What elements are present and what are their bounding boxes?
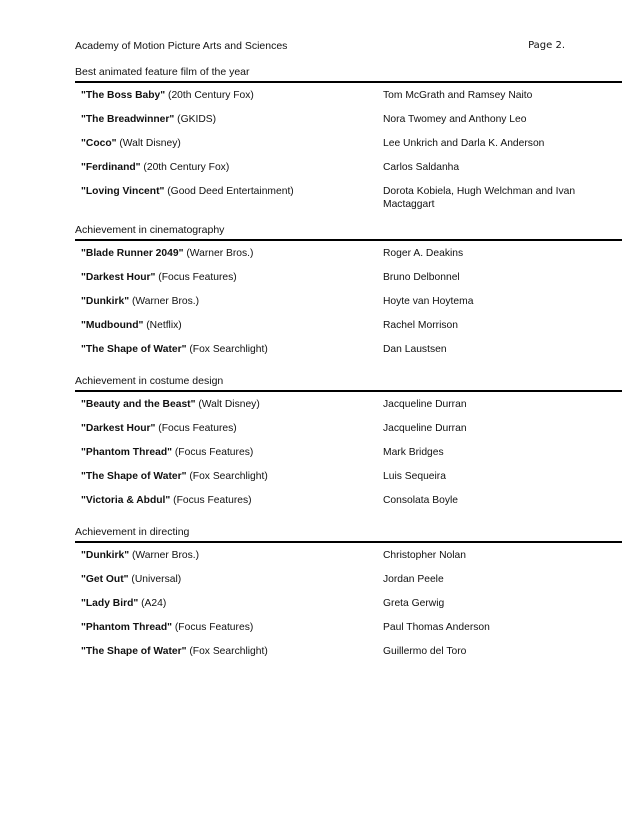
- page-header: [75, 40, 565, 54]
- category-divider: [75, 541, 622, 543]
- category-title: Best animated feature film of the year: [75, 66, 250, 78]
- nominee: Paul Thomas Anderson: [383, 622, 490, 633]
- category-section: [75, 65, 622, 210]
- film-title: "Dunkirk": [81, 550, 130, 561]
- film-title: "Lady Bird": [81, 598, 139, 609]
- nominee: Bruno Delbonnel: [383, 272, 460, 283]
- studio: (Walt Disney): [116, 138, 181, 149]
- studio: (GKIDS): [174, 114, 217, 125]
- nominee: Mark Bridges: [383, 447, 444, 458]
- film-title: "Ferdinand": [81, 162, 141, 173]
- studio: (Warner Bros.): [183, 248, 254, 259]
- studio: (Fox Searchlight): [186, 646, 268, 657]
- nominee: Roger A. Deakins: [383, 248, 464, 259]
- film-title: "The Shape of Water": [81, 344, 187, 355]
- category-divider: [75, 390, 622, 392]
- studio: (Universal): [128, 574, 182, 585]
- category-title: Achievement in costume design: [75, 375, 224, 387]
- studio: (20th Century Fox): [165, 90, 254, 101]
- film-title: "Coco": [81, 138, 117, 149]
- studio: (Focus Features): [170, 495, 252, 506]
- studio: (20th Century Fox): [140, 162, 230, 173]
- studio: (Netflix): [143, 320, 182, 331]
- film-title: "Mudbound": [81, 320, 144, 331]
- studio: (Fox Searchlight): [186, 344, 268, 355]
- film-title: "The Shape of Water": [81, 471, 187, 482]
- nominee: Jacqueline Durran: [383, 399, 467, 410]
- nominee: Carlos Saldanha: [383, 162, 460, 173]
- nominee: Dorota Kobiela, Hugh Welchman and Ivan Mactaggart: [383, 186, 576, 210]
- studio: (Warner Bros.): [129, 550, 200, 561]
- studio: (Focus Features): [172, 622, 254, 633]
- nominee: Jacqueline Durran: [383, 423, 467, 434]
- category-section: [75, 525, 622, 657]
- studio: (Good Deed Entertainment): [164, 186, 294, 197]
- nominee: Lee Unkrich and Darla K. Anderson: [383, 138, 545, 149]
- film-title: "Beauty and the Beast": [81, 399, 196, 410]
- film-title: "Blade Runner 2049": [81, 248, 184, 259]
- film-title: "Phantom Thread": [81, 622, 173, 633]
- film-title: "Dunkirk": [81, 296, 130, 307]
- studio: (Walt Disney): [195, 399, 260, 410]
- page-number: Page 2.: [528, 40, 565, 51]
- category-divider: [75, 81, 622, 83]
- category-section: [75, 374, 622, 506]
- film-title: "Phantom Thread": [81, 447, 173, 458]
- film-title: "Loving Vincent": [81, 186, 165, 197]
- category-section: [75, 223, 622, 355]
- category-title: Achievement in directing: [75, 526, 190, 538]
- studio: (Focus Features): [155, 423, 237, 434]
- studio: (Focus Features): [155, 272, 237, 283]
- organization-name: Academy of Motion Picture Arts and Sciences: [75, 40, 288, 52]
- film-title: "The Shape of Water": [81, 646, 187, 657]
- nominee: Dan Laustsen: [383, 344, 447, 355]
- film-title: "Darkest Hour": [81, 423, 156, 434]
- nominee: Nora Twomey and Anthony Leo: [383, 114, 527, 125]
- nominee: Hoyte van Hoytema: [383, 296, 474, 307]
- nominee: Greta Gerwig: [383, 598, 445, 609]
- nominee: Christopher Nolan: [383, 550, 466, 561]
- nominee: Luis Sequeira: [383, 471, 446, 482]
- film-title: "The Boss Baby": [81, 90, 166, 101]
- film-title: "The Breadwinner": [81, 114, 175, 125]
- nominee: Guillermo del Toro: [383, 646, 467, 657]
- nominee: Jordan Peele: [383, 574, 444, 585]
- studio: (Fox Searchlight): [186, 471, 268, 482]
- nominee: Rachel Morrison: [383, 320, 458, 331]
- studio: (Warner Bros.): [129, 296, 200, 307]
- studio: (A24): [138, 598, 167, 609]
- film-title: "Darkest Hour": [81, 272, 156, 283]
- category-divider: [75, 239, 622, 241]
- film-title: "Get Out": [81, 574, 129, 585]
- category-title: Achievement in cinematography: [75, 224, 225, 236]
- film-title: "Victoria & Abdul": [81, 495, 171, 506]
- nominee: Consolata Boyle: [383, 495, 458, 506]
- nominee: Tom McGrath and Ramsey Naito: [383, 90, 533, 101]
- studio: (Focus Features): [172, 447, 254, 458]
